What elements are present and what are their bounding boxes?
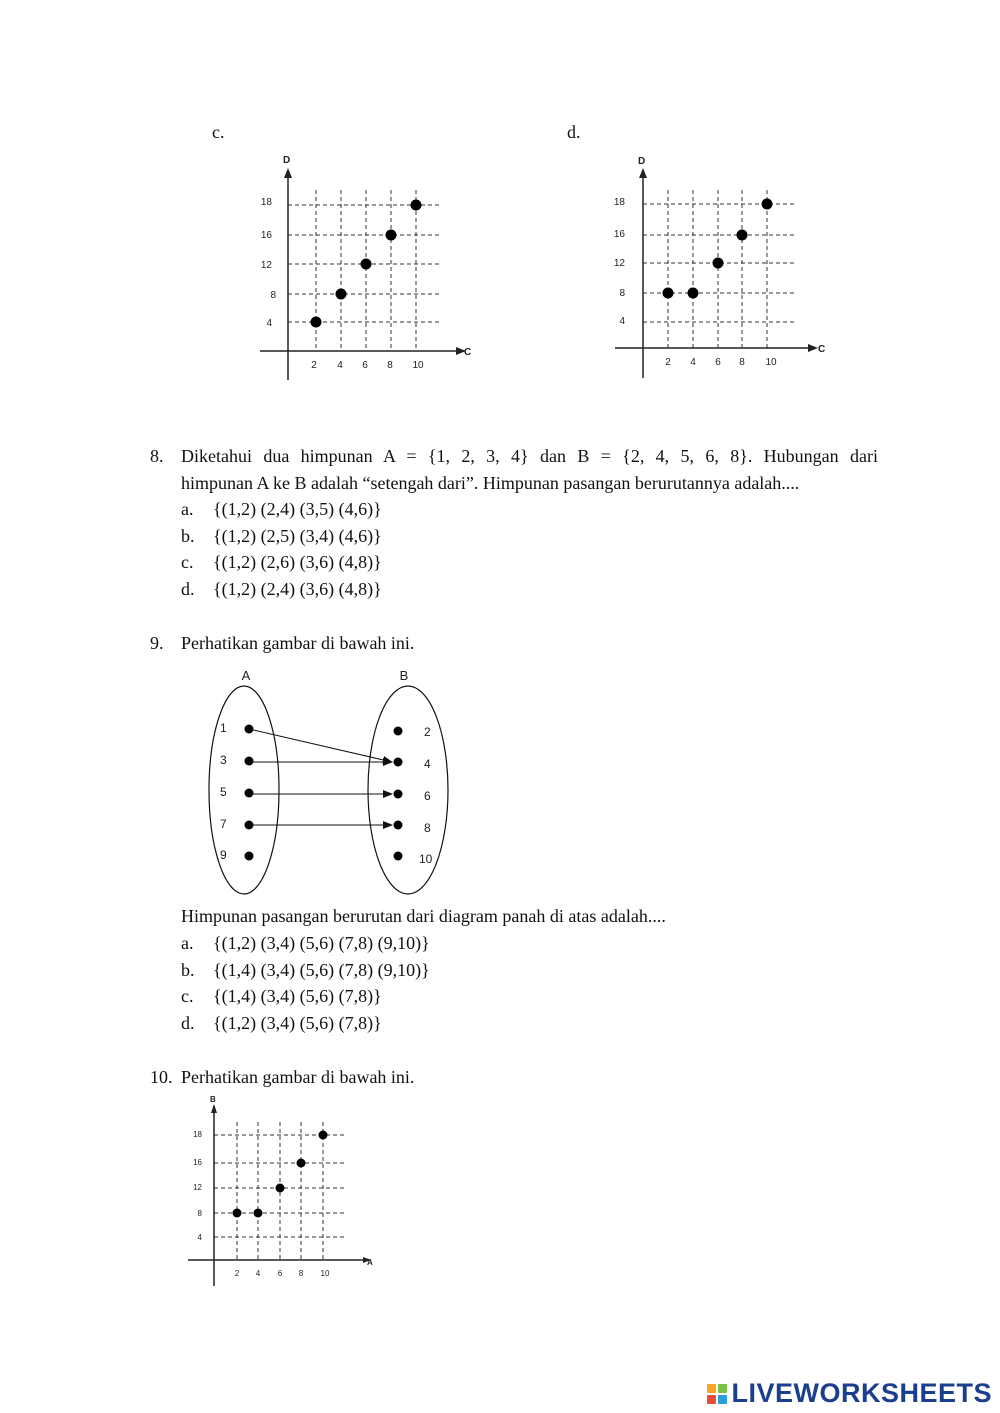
q10-number: 10. <box>150 1067 173 1087</box>
data-point <box>336 289 347 300</box>
graph-d-xtick: 4 <box>690 357 696 368</box>
data-point <box>386 230 397 241</box>
data-point <box>361 259 372 270</box>
q9-question: Himpunan pasangan berurutan dari diagram panah di atas adalah.... <box>181 906 666 926</box>
graph-q10-ytick: 4 <box>197 1233 202 1242</box>
q8-text-line2: himpunan A ke B adalah “setengah dari”. Himpunan pasangan berurutannya adalah.... <box>181 473 800 493</box>
option-text: {(1,2) (3,4) (5,6) (7,8)} <box>213 1013 382 1033</box>
option-text: {(1,2) (2,4) (3,6) (4,8)} <box>213 579 382 599</box>
graph-c-y-arrow <box>284 168 292 178</box>
data-point <box>713 258 724 269</box>
q8-option-c[interactable] <box>0 552 1000 578</box>
q8-text-line1: Diketahui dua himpunan A = {1, 2, 3, 4} dan B = {2, 4, 5, 6, 8}. Hubungan dari <box>181 446 878 466</box>
graph-q10-xtick: 2 <box>234 1269 240 1278</box>
data-point <box>319 1131 328 1140</box>
graph-d-ytick: 16 <box>613 229 625 240</box>
graph-d-ylabel: D <box>638 156 646 167</box>
set-a-element: 5 <box>220 785 227 799</box>
logo-square <box>718 1395 727 1404</box>
option-letter: c. <box>181 986 194 1006</box>
option-text: {(1,2) (3,4) (5,6) (7,8) (9,10)} <box>213 933 430 953</box>
logo-square <box>718 1384 727 1393</box>
option-letter: c. <box>181 552 194 572</box>
option-text: {(1,4) (3,4) (5,6) (7,8)} <box>213 986 382 1006</box>
set-a-dot <box>245 852 254 861</box>
graph-d-ytick: 8 <box>619 288 625 299</box>
graph-c-ytick: 4 <box>266 318 272 329</box>
graph-d-xtick: 8 <box>739 357 745 368</box>
option-c-letter: c. <box>212 122 225 142</box>
data-point <box>737 230 748 241</box>
graph-c-ylabel: D <box>283 155 291 166</box>
option-text: {(1,2) (2,6) (3,6) (4,8)} <box>213 552 382 572</box>
option-letter: b. <box>181 960 195 980</box>
data-point <box>411 200 422 211</box>
graph-d-xtick: 6 <box>715 357 721 368</box>
set-a-element: 3 <box>220 753 227 767</box>
data-point <box>762 199 773 210</box>
option-letter: d. <box>181 579 195 599</box>
arrow-diagram <box>200 662 460 902</box>
data-point <box>311 317 322 328</box>
option-text: {(1,2) (2,4) (3,5) (4,6)} <box>213 499 382 519</box>
graph-d-ytick: 4 <box>619 316 625 327</box>
data-point <box>276 1184 285 1193</box>
set-a-label: A <box>241 668 251 683</box>
set-b-dot <box>394 852 403 861</box>
graph-q10-ytick: 8 <box>197 1209 202 1218</box>
option-letter: b. <box>181 526 195 546</box>
q8-option-d[interactable] <box>0 579 1000 605</box>
graph-q10-ytick: 18 <box>193 1130 202 1139</box>
logo-mark-icon <box>707 1384 727 1404</box>
graph-d-grid <box>643 190 795 348</box>
q9-option-c[interactable] <box>0 986 1000 1012</box>
graph-d-xtick: 10 <box>765 357 777 368</box>
graph-c-xtick: 6 <box>362 360 368 371</box>
graph-c-ytick: 12 <box>260 260 272 271</box>
liveworksheets-logo[interactable] <box>707 1378 992 1409</box>
q8-option-a[interactable] <box>0 499 1000 525</box>
set-b-label: B <box>399 668 409 683</box>
logo-square <box>707 1395 716 1404</box>
q9-option-d[interactable] <box>0 1013 1000 1039</box>
graph-c-grid <box>288 190 442 351</box>
graph-d-ytick: 12 <box>613 258 625 269</box>
set-b-dot <box>394 790 403 799</box>
data-point <box>663 288 674 299</box>
option-letter: d. <box>181 1013 195 1033</box>
graph-q10-xtick: 4 <box>255 1269 261 1278</box>
set-b-element: 8 <box>424 821 431 835</box>
set-b-element: 10 <box>419 852 433 866</box>
q8-option-b[interactable] <box>0 526 1000 552</box>
option-letter: a. <box>181 499 194 519</box>
graph-c-ytick: 8 <box>270 290 276 301</box>
set-b-dot <box>394 821 403 830</box>
graph-q10-ytick: 16 <box>193 1158 202 1167</box>
graph-d-x-arrow <box>808 344 818 352</box>
option-text: {(1,2) (2,5) (3,4) (4,6)} <box>213 526 382 546</box>
graph-c <box>250 150 480 385</box>
graph-d-xlabel: C <box>818 344 826 355</box>
graph-q10 <box>180 1092 380 1292</box>
set-b-element: 6 <box>424 789 431 803</box>
graph-q10-xtick: 8 <box>298 1269 304 1278</box>
logo-square <box>707 1384 716 1393</box>
graph-c-xlabel: C <box>464 347 472 358</box>
q9-option-b[interactable] <box>0 960 1000 986</box>
set-a-dot <box>245 789 254 798</box>
graph-d-y-arrow <box>639 168 647 178</box>
graph-d-xtick: 2 <box>665 357 671 368</box>
graph-c-xtick: 10 <box>412 360 424 371</box>
graph-c-ytick: 16 <box>260 230 272 241</box>
data-point <box>688 288 699 299</box>
set-a-dot <box>245 757 254 766</box>
graph-q10-xtick: 10 <box>320 1269 330 1278</box>
set-b-ellipse <box>368 686 448 894</box>
set-a-element: 9 <box>220 848 227 862</box>
q9-number: 9. <box>150 633 164 653</box>
graph-q10-y-arrow <box>211 1104 217 1113</box>
q10-prompt: Perhatikan gambar di bawah ini. <box>181 1067 415 1087</box>
data-point <box>297 1159 306 1168</box>
option-letter: a. <box>181 933 194 953</box>
graph-c-ytick: 18 <box>260 197 272 208</box>
graph-q10-ylabel: B <box>210 1095 216 1104</box>
q9-prompt: Perhatikan gambar di bawah ini. <box>181 633 415 653</box>
logo-text: LIVEWORKSHEETS <box>731 1378 992 1408</box>
graph-q10-xtick: 6 <box>277 1269 283 1278</box>
set-a-element: 7 <box>220 817 227 831</box>
set-b-dot <box>394 758 403 767</box>
graph-d <box>605 150 835 385</box>
set-b-element: 2 <box>424 725 431 739</box>
q8-number: 8. <box>150 446 164 466</box>
graph-d-ytick: 18 <box>613 197 625 208</box>
data-point <box>254 1209 263 1218</box>
set-b-dot <box>394 727 403 736</box>
mapping-arrow <box>249 729 392 762</box>
graph-c-xtick: 4 <box>337 360 343 371</box>
graph-q10-xlabel: A <box>367 1258 373 1267</box>
q9-option-a[interactable] <box>0 933 1000 959</box>
option-text: {(1,4) (3,4) (5,6) (7,8) (9,10)} <box>213 960 430 980</box>
graph-c-xtick: 2 <box>311 360 317 371</box>
graph-q10-ytick: 12 <box>193 1183 202 1192</box>
set-a-element: 1 <box>220 721 227 735</box>
graph-c-xtick: 8 <box>387 360 393 371</box>
option-d-letter: d. <box>567 122 581 142</box>
set-b-element: 4 <box>424 757 431 771</box>
data-point <box>233 1209 242 1218</box>
